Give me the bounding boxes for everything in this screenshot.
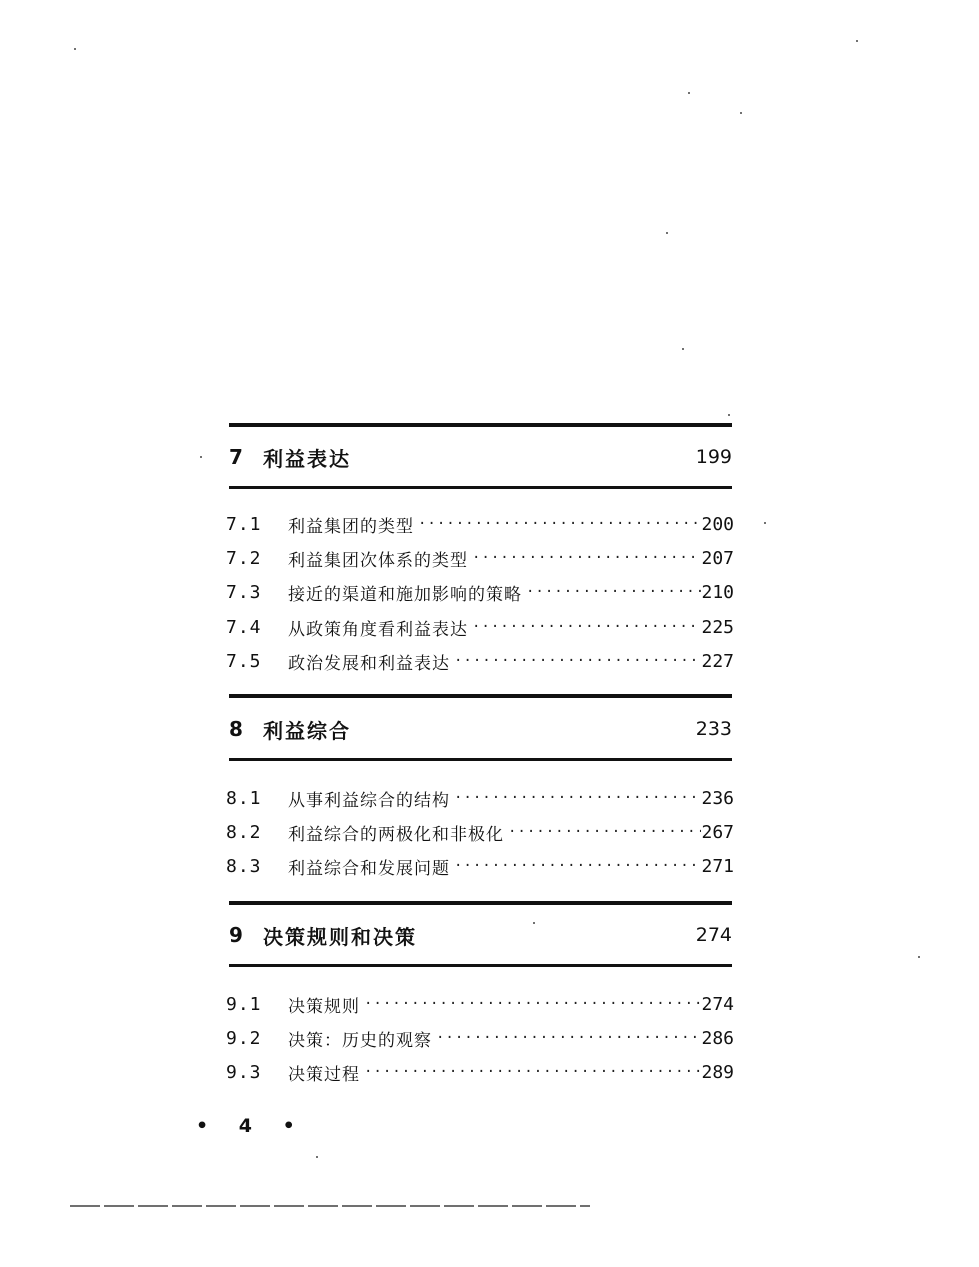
scan-speck	[764, 522, 766, 524]
entry-page: 274	[701, 993, 734, 1015]
chapter-bottom-rule	[229, 964, 732, 967]
entry-number: 8.2	[226, 821, 262, 843]
chapter-top-rule	[229, 901, 732, 905]
scan-speck	[918, 956, 920, 958]
toc-entry-7-3[interactable]	[226, 578, 734, 606]
entry-title: 从事利益综合的结构	[288, 790, 450, 811]
entry-page: 267	[701, 821, 734, 843]
dot-leader	[418, 516, 701, 532]
chapter-title: 利益综合	[263, 718, 351, 743]
chapter-number: 7	[229, 445, 243, 469]
scan-speck	[533, 922, 535, 924]
scan-speck	[682, 348, 684, 350]
toc-entry-9-1[interactable]	[226, 990, 734, 1018]
scan-speck	[728, 414, 730, 416]
chapter-number: 8	[229, 717, 243, 741]
dot-leader	[454, 653, 701, 669]
chapter-heading-7[interactable]	[229, 441, 732, 473]
dot-leader	[472, 619, 701, 635]
entry-title: 利益集团的类型	[288, 516, 414, 537]
toc-entry-8-3[interactable]	[226, 852, 734, 880]
chapter-page: 274	[695, 924, 732, 946]
dot-leader	[526, 584, 701, 600]
chapter-page: 233	[695, 718, 732, 740]
dot-leader	[364, 996, 701, 1012]
entry-page: 207	[701, 547, 734, 569]
dot-leader	[454, 858, 701, 874]
toc-entry-7-1[interactable]	[226, 510, 734, 538]
entry-number: 9.3	[226, 1061, 262, 1083]
scan-edge-line	[70, 1205, 590, 1207]
entry-page: 286	[701, 1027, 734, 1049]
chapter-heading-8[interactable]	[229, 713, 732, 745]
dot-leader	[508, 824, 701, 840]
entry-number: 9.2	[226, 1027, 262, 1049]
entry-number: 7.1	[226, 513, 262, 535]
toc-entry-9-3[interactable]	[226, 1058, 734, 1086]
scan-speck	[856, 40, 858, 42]
dot-leader	[436, 1030, 701, 1046]
entry-page: 210	[701, 581, 734, 603]
toc-entry-8-1[interactable]	[226, 784, 734, 812]
chapter-title: 利益表达	[263, 446, 351, 471]
scan-speck	[200, 456, 202, 458]
entry-title: 接近的渠道和施加影响的策略	[288, 584, 522, 605]
toc-entry-8-2[interactable]	[226, 818, 734, 846]
scan-speck	[74, 48, 76, 50]
dot-leader	[472, 550, 701, 566]
chapter-number: 9	[229, 923, 243, 947]
entry-title: 决策规则	[288, 996, 360, 1017]
entry-page: 200	[701, 513, 734, 535]
entry-title: 从政策角度看利益表达	[288, 619, 468, 640]
dot-leader	[454, 790, 701, 806]
entry-number: 8.3	[226, 855, 262, 877]
toc-entry-9-2[interactable]	[226, 1024, 734, 1052]
entry-page: 271	[701, 855, 734, 877]
toc-entry-7-4[interactable]	[226, 613, 734, 641]
entry-page: 225	[701, 616, 734, 638]
toc-entry-7-2[interactable]	[226, 544, 734, 572]
chapter-heading-9[interactable]	[229, 919, 732, 951]
chapter-page: 199	[695, 446, 732, 468]
scan-speck	[740, 112, 742, 114]
chapter-title: 决策规则和决策	[263, 924, 417, 949]
chapter-bottom-rule	[229, 758, 732, 761]
entry-page: 236	[701, 787, 734, 809]
chapter-bottom-rule	[229, 486, 732, 489]
page-folio: • 4 •	[196, 1115, 307, 1137]
dot-leader	[364, 1064, 701, 1080]
chapter-top-rule	[229, 423, 732, 427]
entry-number: 7.4	[226, 616, 262, 638]
entry-title: 利益综合的两极化和非极化	[288, 824, 504, 845]
entry-title: 政治发展和利益表达	[288, 653, 450, 674]
entry-number: 7.3	[226, 581, 262, 603]
entry-page: 227	[701, 650, 734, 672]
entry-title: 利益综合和发展问题	[288, 858, 450, 879]
scan-speck	[666, 232, 668, 234]
entry-title: 利益集团次体系的类型	[288, 550, 468, 571]
scan-speck	[688, 92, 690, 94]
entry-number: 7.2	[226, 547, 262, 569]
chapter-top-rule	[229, 694, 732, 698]
entry-title: 决策过程	[288, 1064, 360, 1085]
entry-number: 9.1	[226, 993, 262, 1015]
scan-speck	[316, 1156, 318, 1158]
toc-entry-7-5[interactable]	[226, 647, 734, 675]
entry-page: 289	[701, 1061, 734, 1083]
entry-title: 决策：历史的观察	[288, 1030, 432, 1051]
entry-number: 8.1	[226, 787, 262, 809]
entry-number: 7.5	[226, 650, 262, 672]
